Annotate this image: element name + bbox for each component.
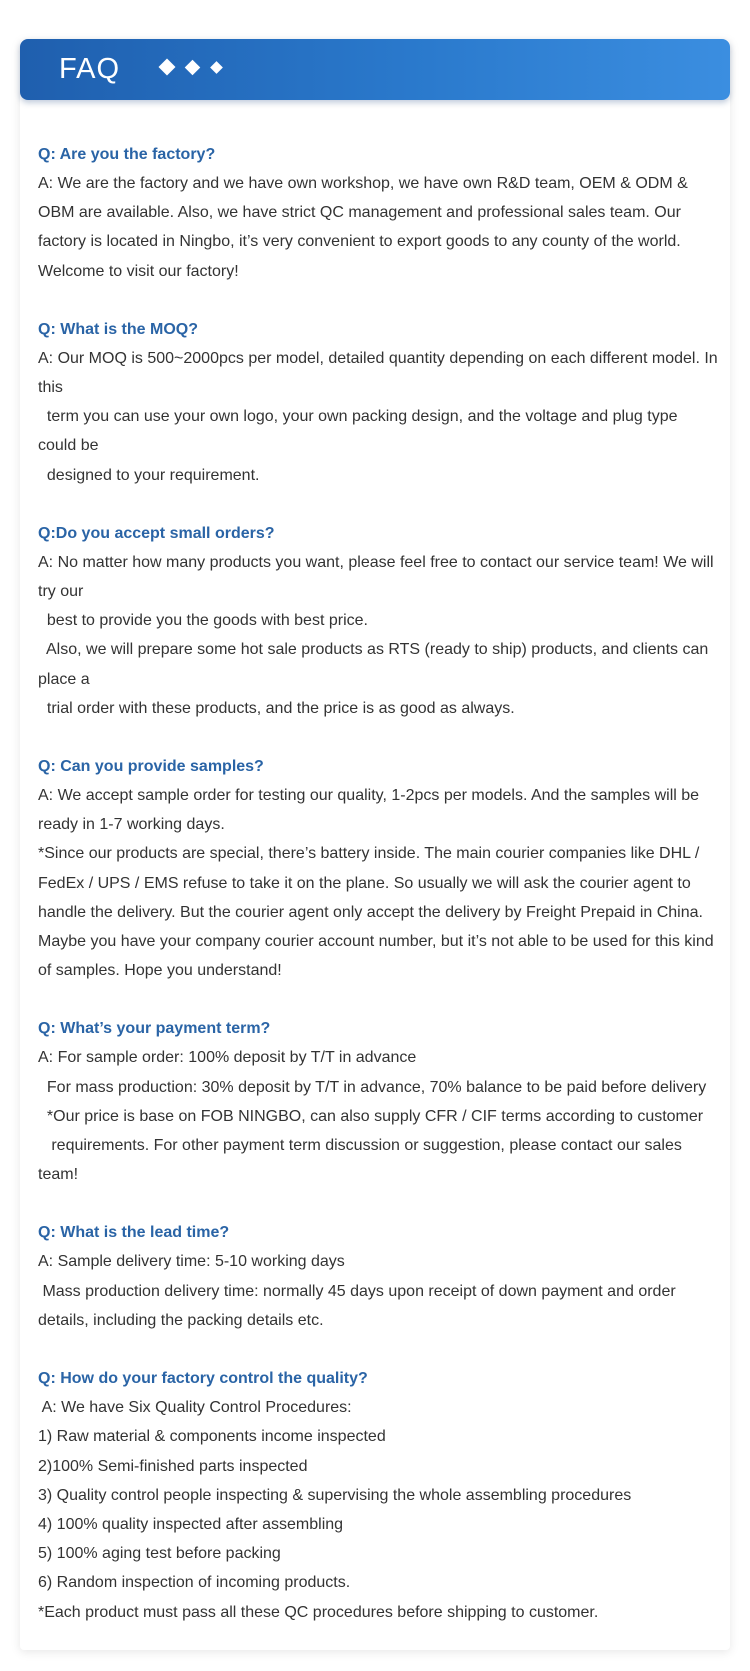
faq-answer-line: 4) 100% quality inspected after assembling: [38, 1515, 344, 1533]
faq-answer-line: handle the delivery. But the courier agent only accept the delivery by Freight Prepaid in China.: [38, 903, 703, 921]
faq-answer-line: 3) Quality control people inspecting & supervising the whole assembling procedures: [38, 1486, 632, 1504]
diamond-icon: [210, 61, 223, 74]
faq-answer-line: this: [38, 379, 63, 397]
faq-answer-line: requirements. For other payment term discussion or suggestion, please contact our sales: [38, 1137, 682, 1155]
faq-answer-line: A: Sample delivery time: 5-10 working days: [38, 1253, 345, 1271]
faq-answer-line: try our: [38, 583, 84, 601]
faq-answer-line: A: We accept sample order for testing our quality, 1-2pcs per models. And the samples will be: [38, 787, 700, 805]
faq-answer-line: ready in 1-7 working days.: [38, 816, 225, 834]
faq-answer-line: *Our price is base on FOB NINGBO, can also supply CFR / CIF terms according to customer: [38, 1107, 704, 1125]
faq-question: Q: How do your factory control the quality?: [38, 1370, 368, 1388]
faq-answer-line: A: No matter how many products you want, please feel free to contact our service team! We will: [38, 553, 714, 571]
faq-question: Q: What is the MOQ?: [38, 320, 198, 338]
faq-list: [38, 140, 730, 1656]
faq-answer-line: A: For sample order: 100% deposit by T/T in advance: [38, 1049, 417, 1067]
faq-item: [38, 140, 730, 286]
faq-answer-line: For mass production: 30% deposit by T/T in advance, 70% balance to be paid before delivery: [38, 1078, 707, 1096]
diamond-icon: [159, 59, 176, 76]
decorative-diamonds: [161, 61, 221, 73]
faq-answer-line: factory is located in Ningbo, it’s very convenient to export goods to any county of the world.: [38, 233, 681, 251]
faq-question: Q: What is the lead time?: [38, 1224, 230, 1242]
faq-answer-line: of samples. Hope you understand!: [38, 962, 282, 980]
faq-answer-line: 5) 100% aging test before packing: [38, 1545, 281, 1563]
faq-answer-line: trial order with these products, and the price is as good as always.: [38, 699, 515, 717]
faq-answer-line: A: We are the factory and we have own workshop, we have own R&D team, OEM & ODM &: [38, 175, 688, 192]
faq-answer-line: OBM are available. Also, we have strict QC management and professional sales team. Our: [38, 204, 681, 222]
faq-answer-line: *Since our products are special, there’s battery inside. The main courier companies like DHL /: [38, 845, 700, 863]
faq-question: Q: Are you the factory?: [38, 146, 216, 163]
faq-item: [38, 1218, 730, 1335]
faq-answer-line: *Each product must pass all these QC procedures before shipping to customer.: [38, 1603, 599, 1621]
faq-item: [38, 1014, 730, 1189]
faq-question: Q: Can you provide samples?: [38, 758, 264, 776]
faq-answer-line: team!: [38, 1166, 79, 1184]
faq-question: Q:Do you accept small orders?: [38, 524, 275, 542]
faq-item: [38, 519, 730, 723]
faq-answer-line: FedEx / UPS / EMS refuse to take it on the plane. So usually we will ask the courier agent to: [38, 874, 691, 892]
faq-answer-line: 1) Raw material & components income inspected: [38, 1428, 386, 1446]
faq-answer-line: A: Our MOQ is 500~2000pcs per model, detailed quantity depending on each different model. In: [38, 349, 718, 367]
faq-answer-line: Maybe you have your company courier account number, but it’s not able to be used for this kind: [38, 933, 714, 951]
faq-answer-line: A: We have Six Quality Control Procedures:: [38, 1399, 352, 1417]
faq-answer-line: details, including the packing details etc.: [38, 1311, 324, 1329]
faq-answer-line: 6) Random inspection of incoming products.: [38, 1574, 351, 1592]
faq-answer-line: best to provide you the goods with best price.: [38, 612, 368, 630]
faq-item: [38, 752, 730, 985]
faq-header-banner: [20, 39, 730, 100]
faq-question: Q: What’s your payment term?: [38, 1020, 271, 1038]
faq-answer-line: Mass production delivery time: normally 45 days upon receipt of down payment and order: [38, 1282, 676, 1300]
faq-answer-line: 2)100% Semi-finished parts inspected: [38, 1457, 308, 1475]
page-title: FAQ: [59, 53, 121, 85]
faq-answer-line: Welcome to visit our factory!: [38, 262, 239, 280]
faq-answer-line: designed to your requirement.: [38, 466, 260, 484]
diamond-icon: [185, 59, 201, 75]
faq-answer-line: Also, we will prepare some hot sale products as RTS (ready to ship) products, and clients can: [38, 641, 709, 659]
faq-item: [38, 1364, 730, 1627]
faq-item: [38, 315, 730, 490]
faq-answer-line: could be: [38, 437, 99, 455]
faq-answer-line: place a: [38, 670, 90, 688]
faq-answer-line: term you can use your own logo, your own packing design, and the voltage and plug type: [38, 408, 678, 426]
